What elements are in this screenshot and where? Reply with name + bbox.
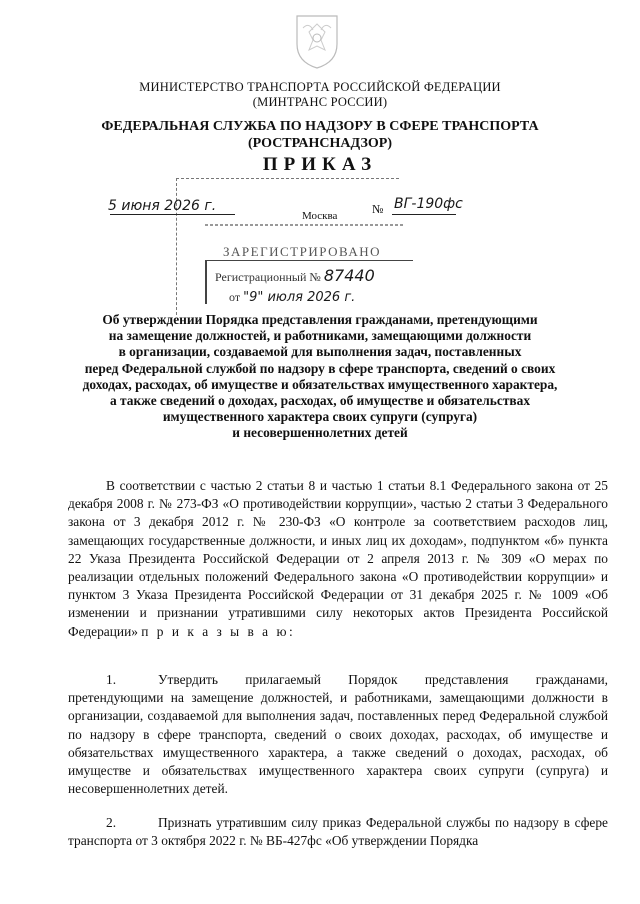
clause-1 [68, 671, 608, 798]
title-line: перед Федеральной службой по надзору в сфере транспорта, сведений о своих [84, 360, 556, 376]
registration-stamp [205, 244, 415, 306]
stamp-date [229, 290, 355, 305]
ministry-heading [0, 80, 640, 110]
title-line: на замещение должностей, и работниками, замещающими должности [108, 328, 532, 344]
date-underline [110, 214, 235, 215]
clause-1-text: Утвердить прилагаемый Порядок представления гражданами, претендующими на замещение должностей, и работниками, замещающими должности в организации, создаваемой для выполнения задач, поставленных перед Федеральной службой по надзору в сфере транспорта, сведений о своих доходах, расходах, об имуществе и обязательствах имущественного характера, а также сведений о доходах, расходах, об имуществе и обязательствах имущественного характера своих супруги (супруга) и несовершеннолетних детей. [68, 672, 608, 797]
service-line2: (РОСТРАНСНАДЗОР) [248, 136, 392, 151]
stamp-from-date: "9" июля 2026 г. [243, 290, 356, 305]
stamp-reg-number: 87440 [323, 266, 375, 285]
ministry-line1: МИНИСТЕРСТВО ТРАНСПОРТА РОССИЙСКОЙ ФЕДЕРАЦИИ [139, 80, 501, 94]
handwritten-number: ВГ-190фс [394, 196, 463, 212]
clause-2-number: 2. [106, 815, 117, 830]
state-emblem-icon [289, 10, 345, 70]
order-word: п р и к а з ы в а ю: [141, 623, 296, 639]
title-line: имущественного характера своих супруги (супруга) [162, 409, 478, 425]
clause-2 [68, 814, 608, 850]
document-type: ПРИКАЗ [262, 154, 378, 175]
ministry-line2: (МИНТРАНС РОССИИ) [252, 95, 388, 109]
stamp-border [205, 260, 207, 304]
stamp-reg-label: Регистрационный № [215, 270, 321, 284]
stamp-from-label: от [229, 290, 241, 304]
title-line: доходах, расходах, об имуществе и обязательствах имущественного характера, [82, 376, 558, 392]
title-line: а также сведений о доходах, расходах, об имуществе и обязательствах [109, 393, 531, 409]
number-label: № [372, 202, 384, 216]
faint-rule [205, 224, 405, 226]
title-line: и несовершеннолетних детей [232, 425, 408, 441]
service-line1: ФЕДЕРАЛЬНАЯ СЛУЖБА ПО НАДЗОРУ В СФЕРЕ ТРАНСПОРТА [101, 119, 539, 134]
preamble-text: В соответствии с частью 2 статьи 8 и частью 1 статьи 8.1 Федерального закона от 25 декабря 2008 г. № 273-ФЗ «О противодействии коррупции», частью 2 статьи 3 Федерального закона от 3 декабря 2012 г. № 230-ФЗ «О контроле за соответствием расходов лиц, замещающих государственные должности, и иных лиц их доходам», подпунктом «б» пункта 22 Указа Президента Российской Федерации от 2 апреля 2013 г. № 309 «О мерах по реализации отдельных положений Федерального закона «О противодействии коррупции» и пунктом 3 Указа Президента Российской Федерации от 31 декабря 2025 г. № 1009 «Об изменении и признании утратившими силу некоторых актов Президента Российской Федерации» [68, 478, 608, 639]
title-line: Об утверждении Порядка представления гражданами, претендующими [102, 312, 538, 327]
stamp-registration [215, 266, 375, 285]
number-underline [392, 214, 456, 215]
title-line: в организации, создаваемой для выполнения задач, поставленных [118, 344, 522, 360]
clause-1-number: 1. [106, 672, 117, 687]
handwritten-date: 5 июня 2026 г. [108, 198, 217, 214]
preamble-paragraph [68, 477, 608, 641]
stamp-title: ЗАРЕГИСТРИРОВАНО [223, 244, 381, 259]
city: Москва [302, 210, 338, 222]
service-heading [0, 118, 640, 152]
order-title [60, 312, 580, 442]
clause-2-text: Признать утратившим силу приказ Федеральной службы по надзору в сфере транспорта от 3 октября 2022 г. № ВБ-427фс «Об утверждении Порядка [68, 815, 608, 849]
